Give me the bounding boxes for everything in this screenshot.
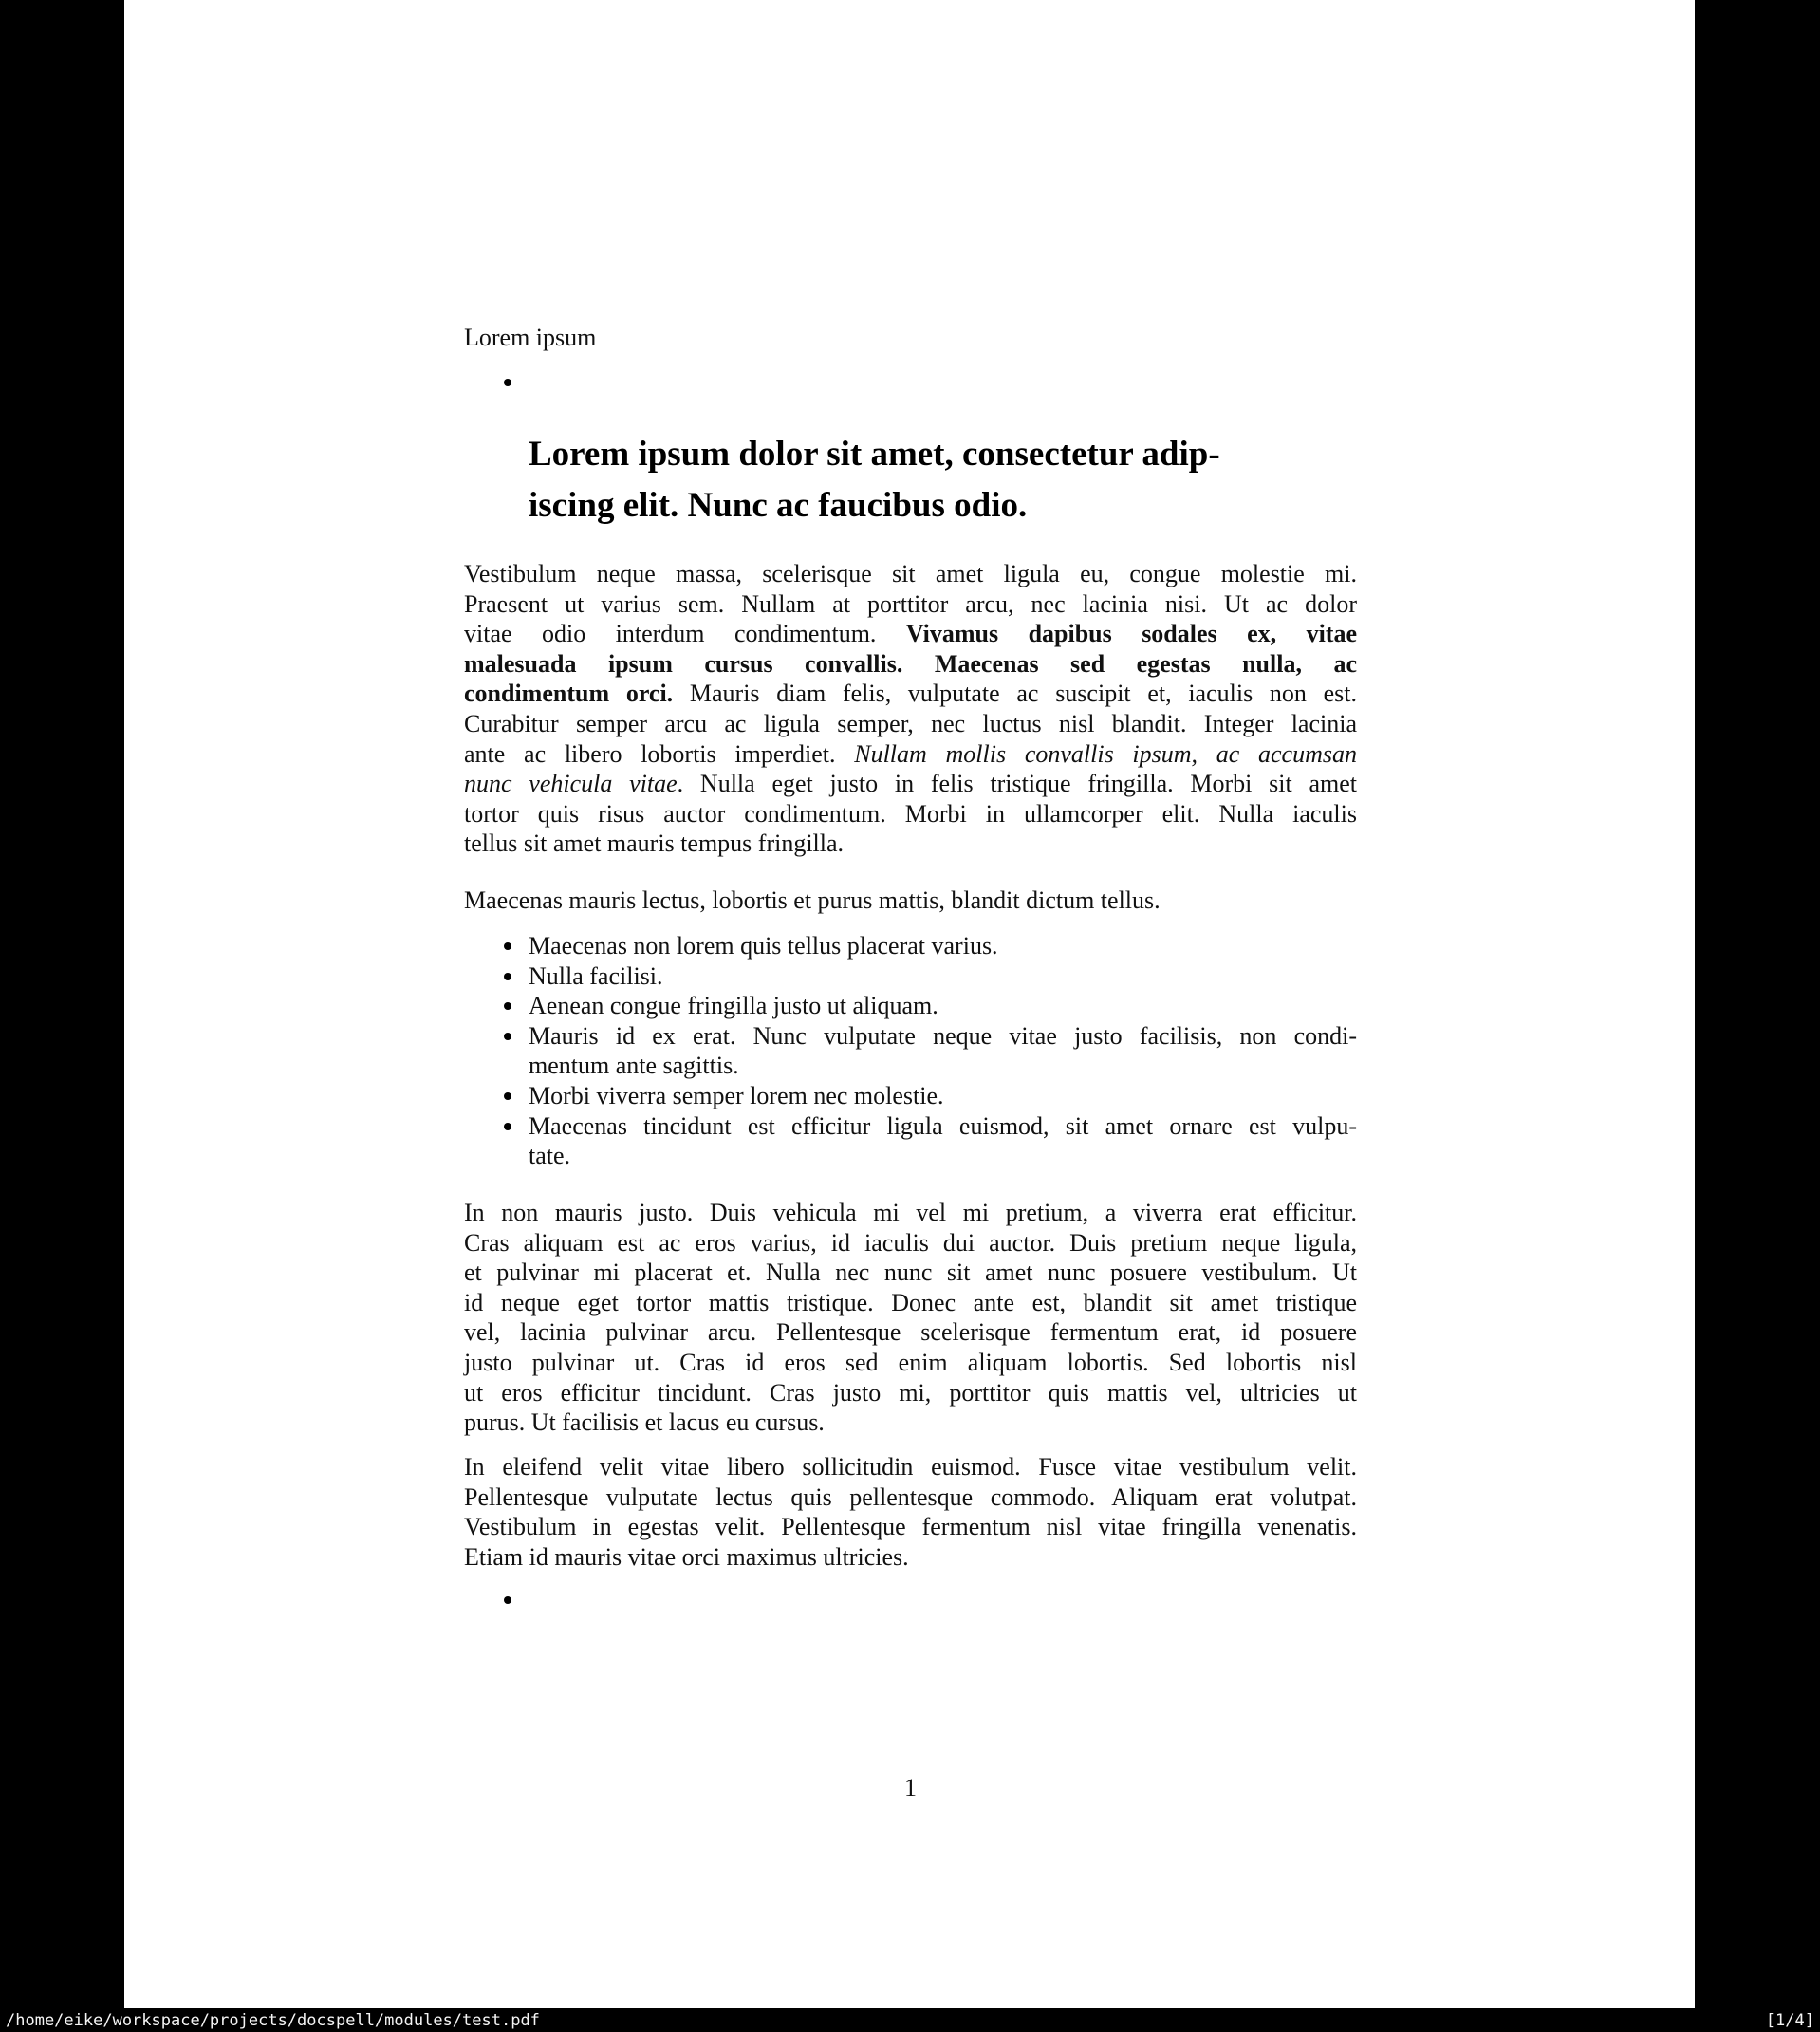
- text-line: ut eros efficitur tincidunt. Cras justo mi, porttitor quis mattis vel, ultricies ut: [464, 1378, 1357, 1407]
- list-item-text: [529, 1081, 1357, 1111]
- bullet-icon: [504, 1123, 511, 1130]
- text-line: tortor quis risus auctor condimentum. Morbi in ullamcorper elit. Nulla iaculis: [464, 799, 1357, 828]
- text-line: Curabitur semper arcu ac ligula semper, nec luctus nisl blandit. Integer lacinia: [464, 709, 1357, 737]
- file-path: /home/eike/workspace/projects/docspell/modules/test.pdf: [6, 2010, 540, 2030]
- text-line: In eleifend velit vitae libero sollicitudin euismod. Fusce vitae vestibulum velit.: [464, 1453, 1357, 1481]
- text-line: Aenean congue fringilla justo ut aliquam.: [529, 992, 938, 1020]
- text-line: Nulla facilisi.: [529, 961, 663, 990]
- bullet-icon: [504, 942, 511, 950]
- list-item: [464, 1081, 1357, 1111]
- text-line: Pellentesque vulputate lectus quis pellentesque commodo. Aliquam erat volutpat.: [464, 1482, 1357, 1511]
- page-content: [464, 0, 1357, 2008]
- bullet-icon: [504, 973, 511, 980]
- text-line: iscing elit. Nunc ac faucibus odio.: [529, 486, 1028, 525]
- text-line: condimentum orci. Mauris diam felis, vulputate ac suscipit et, iaculis non est.: [464, 680, 1358, 708]
- text-line: Praesent ut varius sem. Nullam at porttitor arcu, nec lacinia nisi. Ut ac dolor: [464, 589, 1357, 618]
- text-line: nunc vehicula vitae. Nulla eget justo in felis tristique fringilla. Morbi sit amet: [464, 770, 1357, 798]
- text-line: vitae odio interdum condimentum. Vivamus dapibus sodales ex, vitae: [464, 620, 1357, 648]
- page-indicator: [1/4]: [1765, 2010, 1814, 2030]
- bullet-icon: [504, 1596, 511, 1604]
- text-line: Vestibulum in egestas velit. Pellentesque fermentum nisl vitae fringilla venenatis.: [464, 1513, 1357, 1541]
- list-item: [464, 991, 1357, 1021]
- text-line: malesuada ipsum cursus convallis. Maecenas sed egestas nulla, ac: [464, 649, 1357, 678]
- paragraph-4: [464, 1452, 1357, 1572]
- list-item-text: [529, 961, 1357, 992]
- text-line: Maecenas mauris lectus, lobortis et purus mattis, blandit dictum tellus.: [464, 886, 1161, 914]
- text-line: tellus sit amet mauris tempus fringilla.: [464, 830, 845, 858]
- text-line: ante ac libero lobortis imperdiet. Nullam mollis convallis ipsum, ac accumsan: [464, 739, 1357, 768]
- bullet-icon: [504, 1002, 511, 1010]
- bullet-list: [464, 931, 1357, 1171]
- text-line: In non mauris justo. Duis vehicula mi vel mi pretium, a viverra erat efficitur.: [464, 1199, 1357, 1226]
- page-number: 1: [904, 1774, 917, 1801]
- list-item: [464, 1021, 1357, 1081]
- bullet-icon: [504, 1033, 511, 1040]
- list-item: [464, 931, 1357, 961]
- bullet-icon: [504, 379, 511, 386]
- paragraph-3: [464, 1198, 1357, 1438]
- text-line: purus. Ut facilisis et lacus eu cursus.: [464, 1408, 825, 1437]
- text-line: et pulvinar mi placerat et. Nulla nec nunc sit amet nunc posuere vestibulum. Ut: [464, 1258, 1357, 1287]
- list-item-text: [529, 1021, 1357, 1081]
- list-item-text: [529, 1111, 1357, 1171]
- text-line: Lorem ipsum dolor sit amet, consectetur adip-: [529, 435, 1220, 474]
- text-line: mentum ante sagittis.: [529, 1052, 739, 1080]
- intro-text: Lorem ipsum: [464, 324, 597, 351]
- text-line: Cras aliquam est ac eros varius, id iaculis dui auctor. Duis pretium neque ligula,: [464, 1228, 1357, 1257]
- text-line: id neque eget tortor mattis tristique. Donec ante est, blandit sit amet tristique: [464, 1288, 1357, 1316]
- text-line: justo pulvinar ut. Cras id eros sed enim aliquam lobortis. Sed lobortis nisl: [464, 1348, 1357, 1376]
- text-line: Etiam id mauris vitae orci maximus ultricies.: [464, 1542, 909, 1571]
- document-page[interactable]: [124, 0, 1695, 2008]
- section-heading: [529, 429, 1357, 531]
- text-line: Maecenas tincidunt est efficitur ligula euismod, sit amet ornare est vulpu-: [529, 1111, 1357, 1140]
- text-line: tate.: [529, 1142, 571, 1170]
- list-item-text: [529, 991, 1357, 1021]
- text-line: Vestibulum neque massa, scelerisque sit amet ligula eu, congue molestie mi.: [464, 560, 1357, 587]
- list-item-text: [529, 931, 1357, 961]
- text-line: Morbi viverra semper lorem nec molestie.: [529, 1081, 944, 1109]
- list-item: [464, 1111, 1357, 1171]
- paragraph-2: [464, 886, 1357, 916]
- list-item: [464, 961, 1357, 992]
- text-line: Mauris id ex erat. Nunc vulputate neque vitae justo facilisis, non condi-: [529, 1021, 1357, 1050]
- text-line: vel, lacinia pulvinar arcu. Pellentesque scelerisque fermentum erat, id posuere: [464, 1318, 1357, 1347]
- text-line: Maecenas non lorem quis tellus placerat varius.: [529, 932, 998, 960]
- status-bar: [0, 2008, 1820, 2032]
- bullet-icon: [504, 1092, 511, 1100]
- paragraph-1: [464, 559, 1357, 859]
